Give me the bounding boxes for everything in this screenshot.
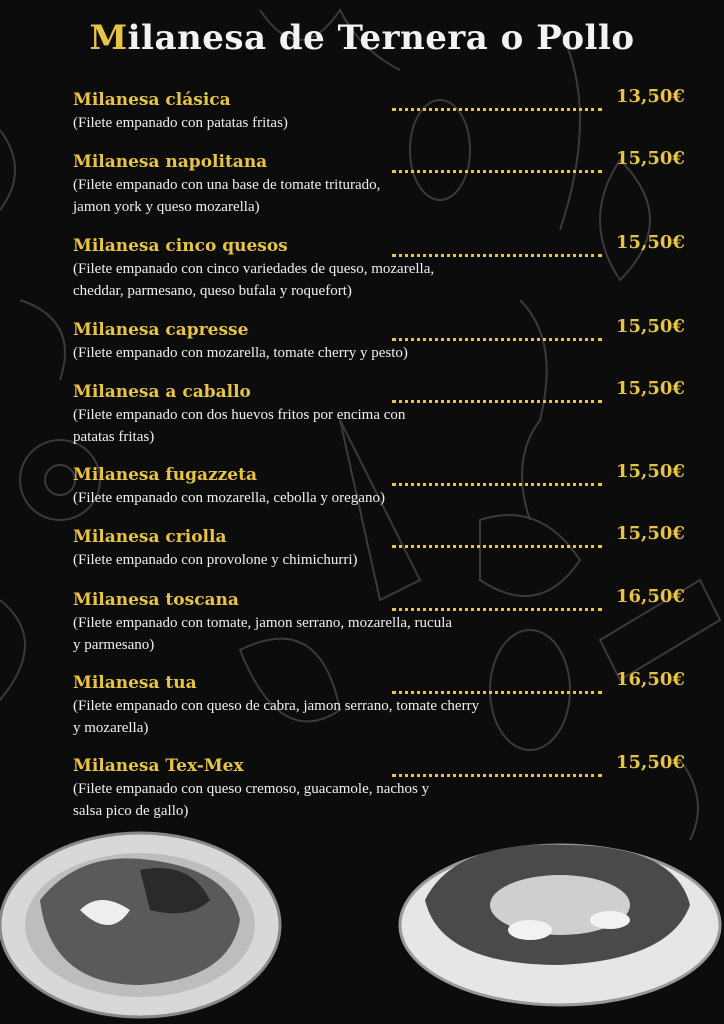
item-price: 15,50€ xyxy=(616,752,685,773)
dot-leader xyxy=(392,467,602,486)
item-price: 16,50€ xyxy=(616,586,685,607)
item-description-line: (Filete empanado con queso de cabra, jamon serrano, tomate cherry xyxy=(73,698,480,714)
item-description xyxy=(73,258,434,302)
item-description-line: (Filete empanado con dos huevos fritos por encima con xyxy=(73,407,406,423)
item-name: Milanesa a caballo xyxy=(73,382,251,402)
item-description xyxy=(73,549,358,571)
item-description-line: y mozarella) xyxy=(73,720,149,736)
dot-leader xyxy=(392,675,602,694)
item-description-line: (Filete empanado con provolone y chimichurri) xyxy=(73,552,358,568)
item-description xyxy=(73,695,479,739)
item-description-line: (Filete empanado con mozarella, tomate cherry y pesto) xyxy=(73,345,408,361)
item-price: 13,50€ xyxy=(616,86,685,107)
item-description-line: (Filete empanado con cinco variedades de queso, mozarella, xyxy=(73,261,435,277)
item-price: 15,50€ xyxy=(616,232,685,253)
item-description-line: jamon york y queso mozarella) xyxy=(73,199,260,215)
item-name: Milanesa toscana xyxy=(73,590,239,610)
dot-leader xyxy=(392,592,602,611)
item-name: Milanesa napolitana xyxy=(73,152,268,172)
item-price: 15,50€ xyxy=(616,523,685,544)
item-name: Milanesa tua xyxy=(73,673,197,693)
item-price: 15,50€ xyxy=(616,148,685,169)
item-description-line: salsa pico de gallo) xyxy=(73,803,189,819)
item-description-line: (Filete empanado con queso cremoso, guacamole, nachos y xyxy=(73,781,430,797)
item-description xyxy=(73,174,380,218)
item-description-line: y parmesano) xyxy=(73,637,155,653)
item-description-line: patatas fritas) xyxy=(73,429,155,445)
item-description-line: (Filete empanado con tomate, jamon serrano, mozarella, rucula xyxy=(73,615,453,631)
item-name: Milanesa criolla xyxy=(73,527,227,547)
dot-leader xyxy=(392,758,602,777)
dot-leader xyxy=(392,322,602,341)
item-description xyxy=(73,404,405,448)
item-price: 15,50€ xyxy=(616,461,685,482)
item-price: 16,50€ xyxy=(616,669,685,690)
page-title: Milanesa de Ternera o Pollo xyxy=(89,18,635,58)
item-description-line: (Filete empanado con mozarella, cebolla y oregano) xyxy=(73,490,385,506)
dot-leader xyxy=(392,384,602,403)
dish-photos xyxy=(0,820,724,1024)
item-price: 15,50€ xyxy=(616,316,685,337)
dot-leader xyxy=(392,154,602,173)
item-description-line: cheddar, parmesano, queso bufala y roquefort) xyxy=(73,283,352,299)
dot-leader xyxy=(392,92,602,111)
item-name: Milanesa Tex-Mex xyxy=(73,756,244,776)
item-description xyxy=(73,778,429,822)
item-price: 15,50€ xyxy=(616,378,685,399)
left-plate-image xyxy=(0,833,280,1017)
item-name: Milanesa fugazzeta xyxy=(73,465,257,485)
item-description-line: (Filete empanado con una base de tomate triturado, xyxy=(73,177,381,193)
item-name: Milanesa capresse xyxy=(73,320,249,340)
item-name: Milanesa clásica xyxy=(73,90,231,110)
item-description xyxy=(73,612,452,656)
item-description xyxy=(73,342,408,364)
item-description xyxy=(73,487,385,509)
dot-leader xyxy=(392,238,602,257)
item-name: Milanesa cinco quesos xyxy=(73,236,288,256)
right-plate-image xyxy=(400,845,720,1005)
dot-leader xyxy=(392,529,602,548)
item-description xyxy=(73,112,288,134)
item-description-line: (Filete empanado con patatas fritas) xyxy=(73,115,288,131)
